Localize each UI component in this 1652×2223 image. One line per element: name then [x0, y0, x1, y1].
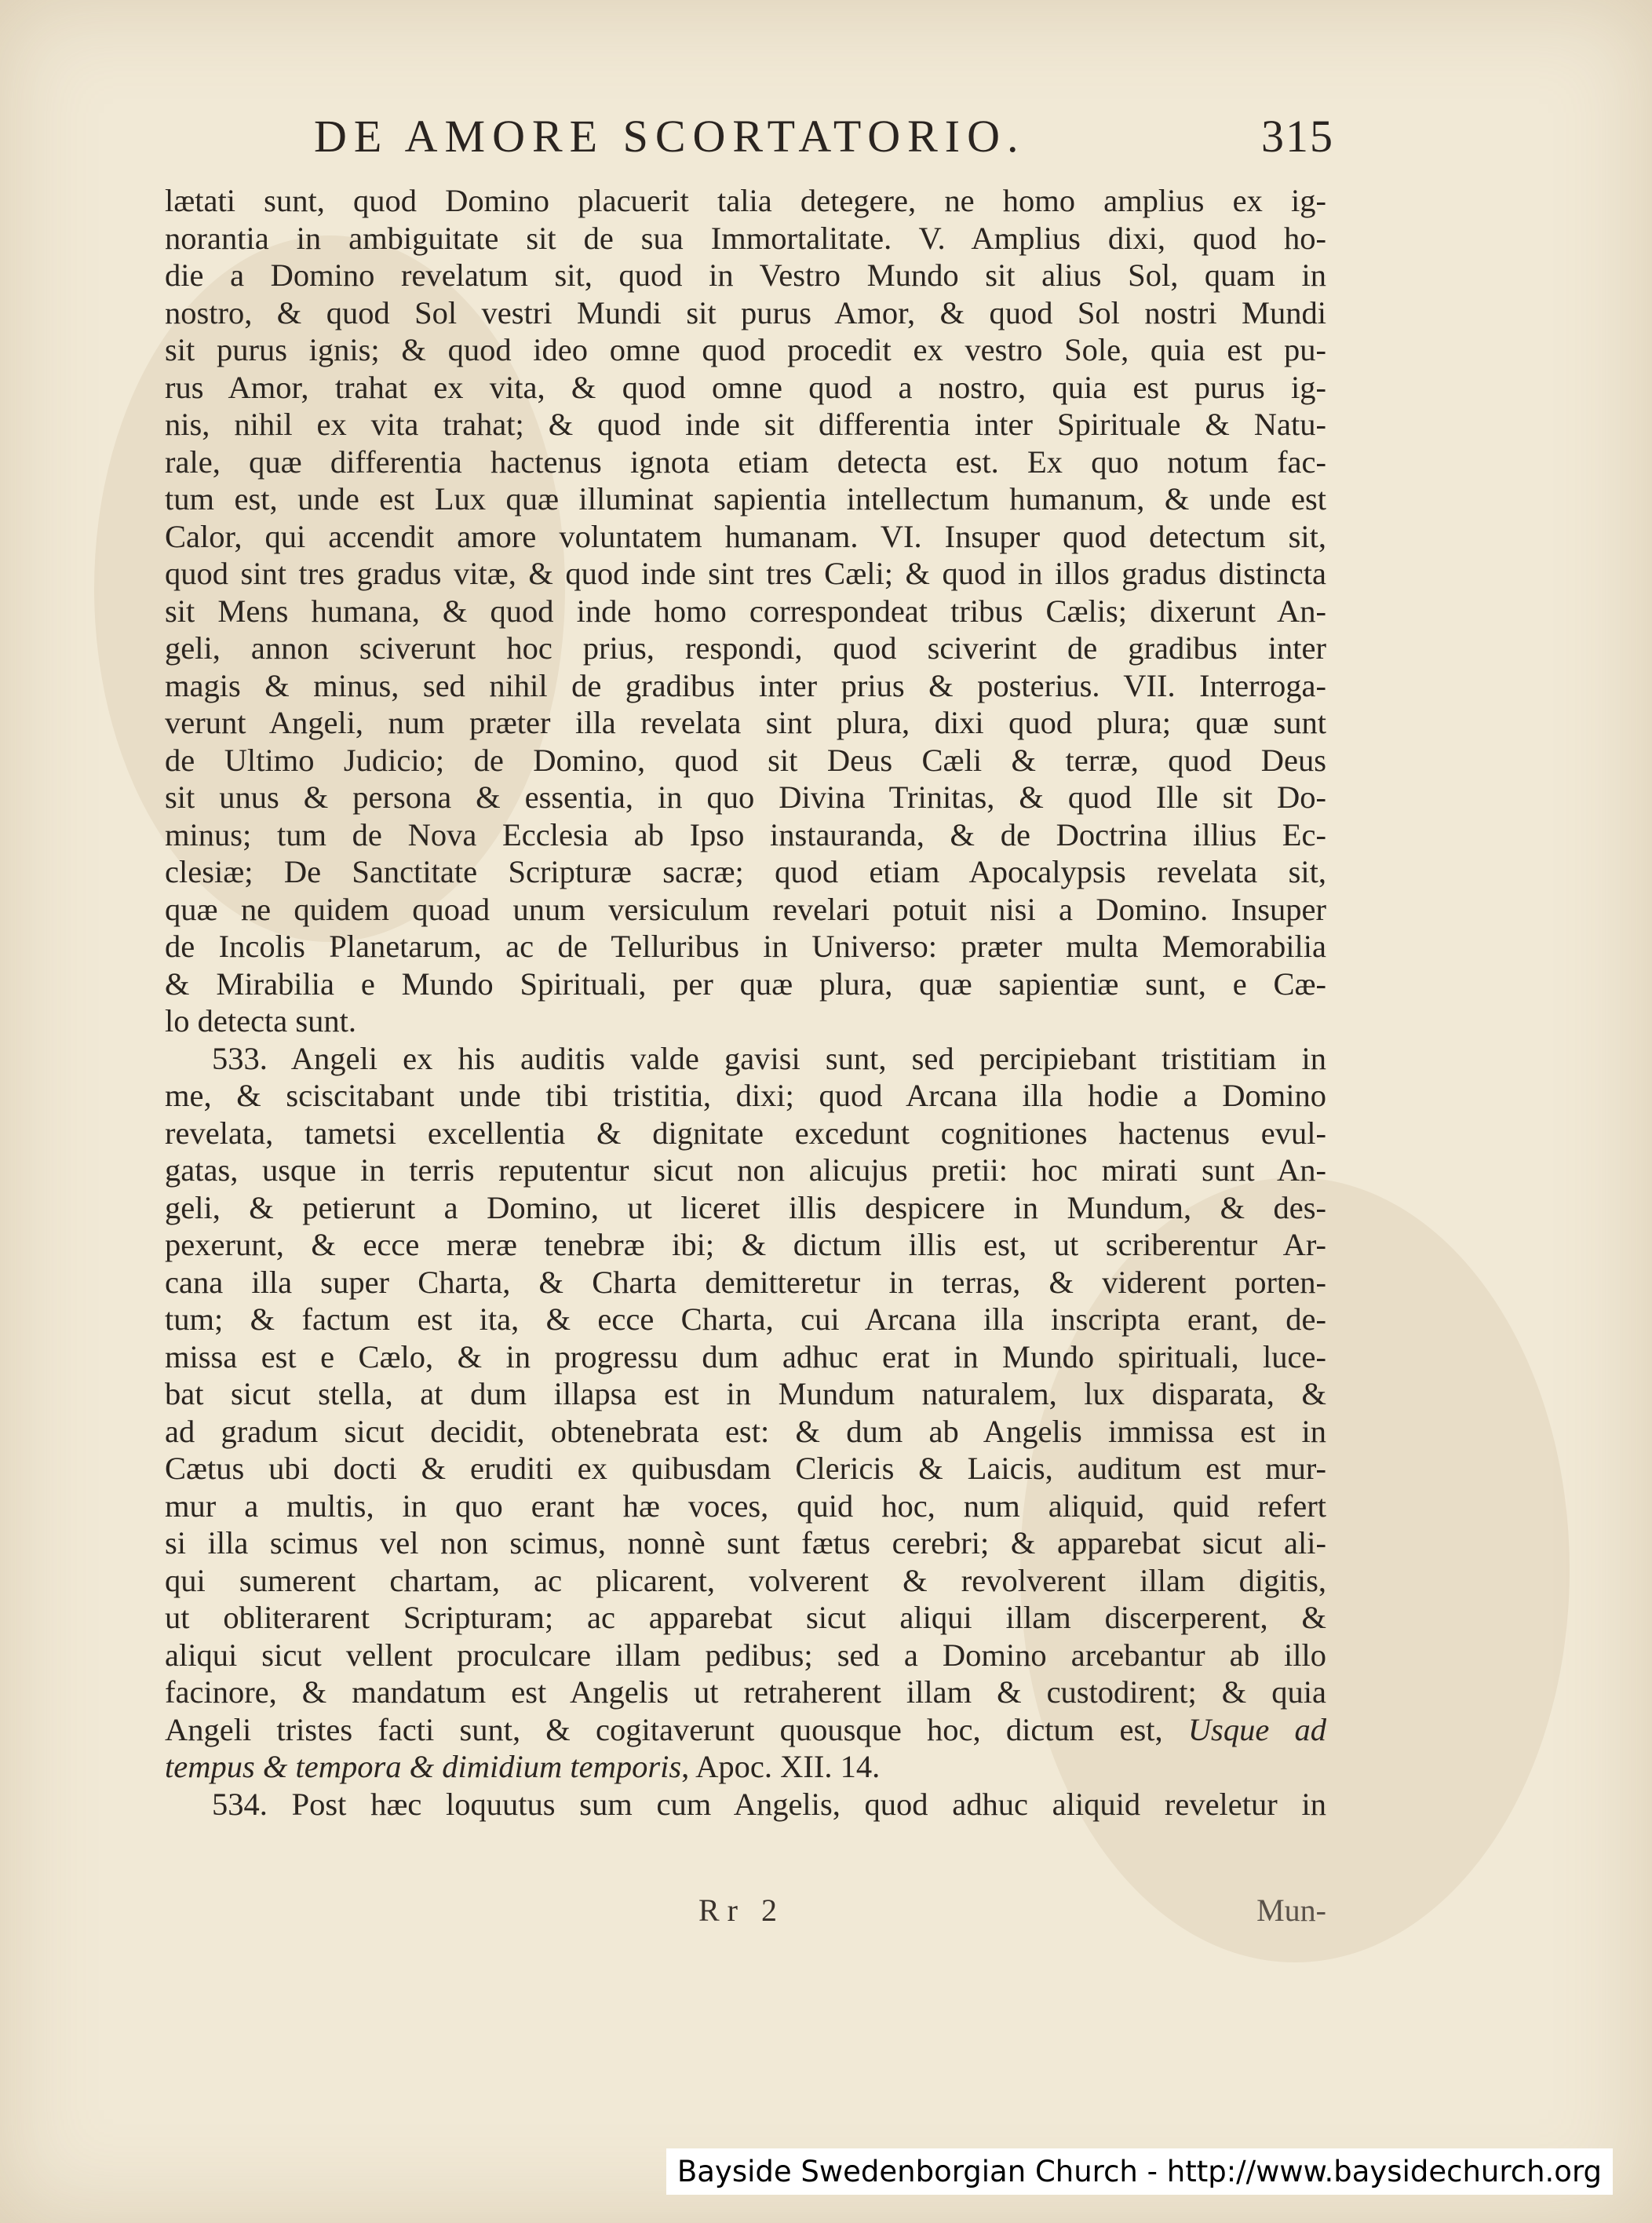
- text-line: lo detecta sunt.: [165, 1003, 357, 1038]
- page-footer: [165, 1892, 1326, 1931]
- text-line: nostro, & quod Sol vestri Mundi sit purus Amor, & quod Sol nostri Mundi: [165, 294, 1326, 330]
- signature-mark: Rr 2: [698, 1893, 785, 1928]
- text-line: quod sint tres gradus vitæ, & quod inde sint tres Cæli; & quod in illos gradus distincta: [165, 556, 1326, 591]
- text-line: norantia in ambiguitate sit de sua Immortalitate. V. Amplius dixi, quod ho-: [165, 220, 1326, 256]
- catchword: Mun-: [1256, 1893, 1326, 1928]
- italic-quote-end: tempus & tempora & dimidium temporis: [165, 1749, 682, 1784]
- text-line: quæ ne quidem quoad unum versiculum revelari potuit nisi a Domino. Insuper: [165, 891, 1326, 927]
- text-line-with-italic: [165, 1748, 1326, 1786]
- text-line: gatas, usque in terris reputentur sicut non alicujus pretii: hoc mirati sunt An-: [165, 1152, 1326, 1188]
- paragraph-533-start: 533. Angeli ex his auditis valde gavisi sunt, sed percipiebant tristitiam in: [212, 1040, 1326, 1076]
- text-line: cana illa super Charta, & Charta demitteretur in terras, & viderent porten-: [165, 1264, 1326, 1300]
- text-line: verunt Angeli, num præter illa revelata sint plura, dixi quod plura; quæ sunt: [165, 705, 1326, 740]
- text-line: Calor, qui accendit amore voluntatem humanam. VI. Insuper quod detectum sit,: [165, 518, 1326, 554]
- text-line: me, & sciscitabant unde tibi tristitia, dixi; quod Arcana illa hodie a Domino: [165, 1078, 1326, 1113]
- text-line: aliqui sicut vellent proculcare illam pedibus; sed a Domino arcebantur ab illo: [165, 1637, 1326, 1673]
- text-line: missa est e Cælo, & in progressu dum adhuc erat in Mundo spirituali, luce-: [165, 1338, 1326, 1374]
- running-header: [314, 110, 1334, 162]
- text-line: lætati sunt, quod Domino placuerit talia detegere, ne homo amplius ex ig-: [165, 183, 1326, 218]
- header-title: DE AMORE SCORTATORIO.: [314, 111, 1026, 162]
- text-line: rus Amor, trahat ex vita, & quod omne quod a nostro, quia est purus ig-: [165, 369, 1326, 405]
- text-line: facinore, & mandatum est Angelis ut retraherent illam & custodirent; & quia: [165, 1674, 1326, 1710]
- text-line: pexerunt, & ecce meræ tenebræ ibi; & dictum illis est, ut scriberentur Ar-: [165, 1227, 1326, 1262]
- text-line: tum est, unde est Lux quæ illuminat sapientia intellectum humanum, & unde est: [165, 481, 1326, 517]
- text-line: rale, quæ differentia hactenus ignota etiam detecta est. Ex quo notum fac-: [165, 444, 1326, 480]
- text-line: magis & minus, sed nihil de gradibus inter prius & posterius. VII. Interroga-: [165, 667, 1326, 703]
- text-line: de Incolis Planetarum, ac de Telluribus in Universo: præter multa Memorabilia: [165, 929, 1326, 964]
- text-line: clesiæ; De Sanctitate Scripturæ sacræ; quod etiam Apocalypsis revelata sit,: [165, 854, 1326, 889]
- text-line: minus; tum de Nova Ecclesia ab Ipso instauranda, & de Doctrina illius Ec-: [165, 816, 1326, 852]
- page-number: 315: [1261, 111, 1334, 162]
- text-line: geli, & petierunt a Domino, ut liceret illis despicere in Mundum, & des-: [165, 1189, 1326, 1225]
- text-line: ad gradum sicut decidit, obtenebrata est: & dum ab Angelis immissa est in: [165, 1413, 1326, 1449]
- text-line: mur a multis, in quo erant hæ voces, quid hoc, num aliquid, quid refert: [165, 1487, 1326, 1524]
- citation: , Apoc. XII. 14.: [681, 1749, 881, 1784]
- text-segment: Angeli tristes facti sunt, & cogitaverunt quousque hoc, dictum est,: [165, 1711, 1163, 1747]
- text-line: Cætus ubi docti & eruditi ex quibusdam Clericis & Laicis, auditum est mur-: [165, 1451, 1326, 1486]
- source-watermark: Bayside Swedenborgian Church - http://www.baysidechurch.org: [666, 2148, 1613, 2195]
- body-text: [165, 182, 1326, 1823]
- text-line: geli, annon sciverunt hoc prius, respondi, quod sciverint de gradibus inter: [165, 630, 1326, 666]
- text-line-with-italic: [165, 1711, 1326, 1749]
- italic-quote-start: Usque ad: [1187, 1711, 1326, 1747]
- text-line: revelata, tametsi excellentia & dignitate excedunt cognitiones hactenus evul-: [165, 1115, 1326, 1151]
- text-line: si illa scimus vel non scimus, nonnè sunt fætus cerebri; & apparebat sicut ali-: [165, 1525, 1326, 1560]
- text-line: bat sicut stella, at dum illapsa est in Mundum naturalem, lux disparata, &: [165, 1376, 1326, 1411]
- text-line: sit Mens humana, & quod inde homo correspondeat tribus Cælis; dixerunt An-: [165, 593, 1326, 629]
- text-line: & Mirabilia e Mundo Spirituali, per quæ plura, quæ sapientiæ sunt, e Cæ-: [165, 965, 1326, 1002]
- text-line: sit purus ignis; & quod ideo omne quod procedit ex vestro Sole, quia est pu-: [165, 332, 1326, 367]
- text-line: ut obliterarent Scripturam; ac apparebat sicut aliqui illam discerperent, &: [165, 1600, 1326, 1635]
- text-line: sit unus & persona & essentia, in quo Divina Trinitas, & quod Ille sit Do-: [165, 779, 1326, 815]
- text-line: qui sumerent chartam, ac plicarent, volverent & revolverent illam digitis,: [165, 1562, 1326, 1598]
- text-line: tum; & factum est ita, & ecce Charta, cui Arcana illa inscripta erant, de-: [165, 1301, 1326, 1337]
- text-line: die a Domino revelatum sit, quod in Vestro Mundo sit alius Sol, quam in: [165, 257, 1326, 293]
- text-line: de Ultimo Judicio; de Domino, quod sit Deus Cæli & terræ, quod Deus: [165, 742, 1326, 778]
- paragraph-534-start: 534. Post hæc loquutus sum cum Angelis, quod adhuc aliquid reveletur in: [212, 1786, 1326, 1822]
- text-line: nis, nihil ex vita trahat; & quod inde sit differentia inter Spirituale & Natu-: [165, 407, 1326, 442]
